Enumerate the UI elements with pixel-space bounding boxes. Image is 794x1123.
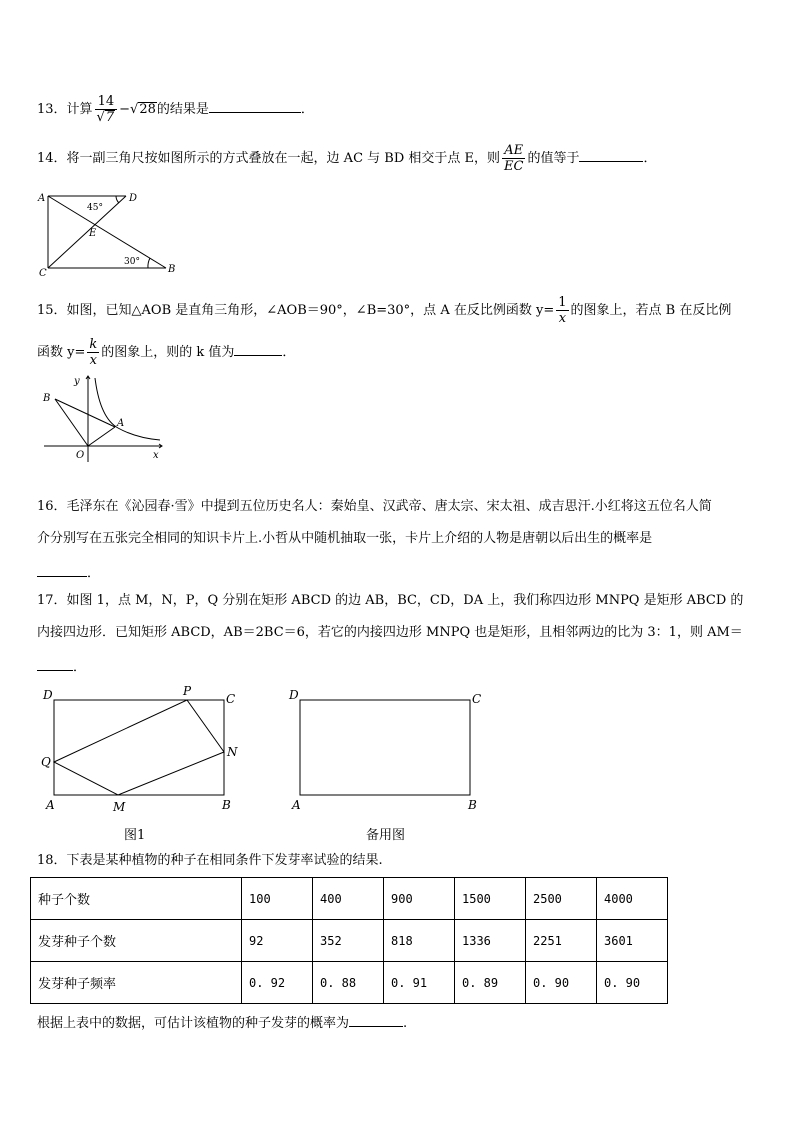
- q14-label-b: B: [168, 264, 176, 275]
- q13-answer-blank[interactable]: [209, 98, 301, 113]
- q13-fraction: $\frac{14}{√7}$: [95, 94, 118, 125]
- q14-answer-blank[interactable]: [579, 147, 643, 162]
- table-cell: 100: [242, 878, 313, 920]
- q15-line2-prefix: 函数 y=: [37, 345, 86, 360]
- q14-angle-30: 30°: [124, 257, 140, 267]
- q17-fig1-label-b: B: [222, 798, 231, 812]
- q17-fig1-label-d: D: [43, 688, 53, 702]
- q17-fig1-label-m: M: [113, 800, 126, 814]
- q17-fig2-label-b: B: [468, 798, 477, 812]
- q13-minus: −: [119, 102, 131, 117]
- q15-hyperbola-curve: [95, 378, 160, 440]
- q13-prefix: 13．计算: [37, 102, 93, 117]
- table-cell: 0. 88: [313, 962, 384, 1004]
- table-cell: 0. 92: [242, 962, 313, 1004]
- q14-figure: [36, 190, 186, 280]
- q13-sqrt: 28: [139, 102, 156, 117]
- q14-label-d: D: [129, 193, 138, 204]
- table-cell: 0. 89: [455, 962, 526, 1004]
- q15-label-a: A: [117, 418, 125, 429]
- q17-figure-2: [284, 684, 494, 814]
- q18-answer-blank[interactable]: [349, 1012, 403, 1027]
- table-row: [31, 962, 668, 1004]
- q18-conclusion-text: 根据上表中的数据，可估计该植物的种子发芽的概率为: [37, 1016, 350, 1031]
- q15-label-x: x: [153, 450, 159, 461]
- q17-fig1-label-n: N: [227, 745, 238, 759]
- q13-end: ．: [300, 102, 314, 117]
- q15-fraction-2: [87, 337, 99, 368]
- q14-angle-45: 45°: [87, 203, 103, 213]
- question-16-line2: 介分别写在五张完全相同的知识卡片上.小哲从中随机抽取一张，卡片上介绍的人物是唐朝以后出生的概率是: [37, 531, 653, 546]
- table-cell: 1336: [455, 920, 526, 962]
- q17-fig1-label-p: P: [183, 684, 192, 698]
- question-16-line1: 16．毛泽东在《沁园春·雪》中提到五位历史名人：秦始皇、汉武帝、唐太宗、宋太祖、成吉思汗.小红将这五位名人简: [37, 499, 712, 514]
- q17-fig2-label-d: D: [289, 688, 299, 702]
- q18-end: .: [403, 1016, 408, 1031]
- q17-fig2-label-c: C: [472, 692, 482, 706]
- q18-data-table: [30, 877, 668, 1004]
- question-17-line3: [37, 656, 86, 677]
- q15-end: ．: [282, 345, 296, 360]
- q17-fig2-rectangle: [300, 700, 470, 795]
- q17-fig1-rectangle: [54, 700, 224, 795]
- q15-label-b: B: [43, 393, 51, 404]
- table-cell: 900: [384, 878, 455, 920]
- q15-answer-blank[interactable]: [234, 341, 282, 356]
- table-cell: 0. 91: [384, 962, 455, 1004]
- table-cell: 818: [384, 920, 455, 962]
- q15-line-oa: [88, 427, 115, 446]
- table-cell: 92: [242, 920, 313, 962]
- q14-line-ab: [48, 196, 166, 268]
- question-18-conclusion: [37, 1012, 407, 1033]
- question-16-line3: [37, 562, 100, 583]
- table-cell: 0. 90: [526, 962, 597, 1004]
- q17-fig2-caption: 备用图: [366, 828, 406, 843]
- q14-end: ．: [643, 151, 657, 166]
- question-14: [37, 143, 656, 174]
- q15-frac2-num: k: [89, 337, 98, 352]
- q15-line2-suffix: 的图象上，则的 k 值为: [101, 345, 235, 360]
- q14-angle-arc-top: [116, 196, 119, 203]
- q15-line-ba: [55, 399, 115, 427]
- table-cell: 4000: [597, 878, 668, 920]
- q14-fraction: [502, 143, 525, 174]
- q14-suffix: 的值等于: [527, 151, 580, 166]
- q14-angle-arc-bottom: [148, 258, 150, 268]
- table-row-header: 发芽种子个数: [31, 920, 242, 962]
- q14-prefix: 14．将一副三角尺按如图所示的方式叠放在一起，边 AC 与 BD 相交于点 E，则: [37, 151, 501, 166]
- question-15-line1: [37, 295, 731, 326]
- q14-label-a: A: [38, 193, 46, 204]
- q13-frac-den: 7: [105, 110, 115, 125]
- q15-line-ob: [55, 399, 88, 446]
- q15-frac1-num: 1: [558, 295, 567, 310]
- q16-answer-blank[interactable]: [37, 562, 87, 577]
- q14-frac-num: AE: [504, 143, 524, 158]
- table-cell: 1500: [455, 878, 526, 920]
- table-cell: 0. 90: [597, 962, 668, 1004]
- q17-fig2-label-a: A: [292, 798, 301, 812]
- q15-line1-prefix: 15．如图，已知△AOB 是直角三角形，∠AOB＝90°，∠B=30°，点 A 在反比例函数 y=: [37, 303, 555, 318]
- question-17-line1: 17．如图 1，点 M，N，P，Q 分别在矩形 ABCD 的边 AB，BC，CD，DA 上，我们称四边形 MNPQ 是矩形 ABCD 的: [37, 593, 744, 608]
- q16-end: ．: [87, 566, 101, 581]
- q17-figure-1: [38, 684, 248, 814]
- q17-fig1-label-q: Q: [41, 755, 51, 769]
- q15-label-o: O: [76, 450, 85, 461]
- q15-frac2-den: x: [87, 352, 99, 368]
- table-row: [31, 920, 668, 962]
- table-cell: 2251: [526, 920, 597, 962]
- q17-fig1-quadrilateral-mnpq: [54, 700, 224, 795]
- q17-fig1-label-c: C: [226, 692, 236, 706]
- table-row-header: 发芽种子频率: [31, 962, 242, 1004]
- table-cell: 3601: [597, 920, 668, 962]
- table-row: [31, 878, 668, 920]
- q17-answer-blank[interactable]: [37, 656, 73, 671]
- table-cell: 352: [313, 920, 384, 962]
- question-18-intro: 18．下表是某种植物的种子在相同条件下发芽率试验的结果.: [37, 853, 383, 868]
- q14-label-c: C: [39, 268, 47, 279]
- q13-frac-num: 14: [97, 94, 115, 109]
- table-row-header: 种子个数: [31, 878, 242, 920]
- q15-frac1-den: x: [556, 310, 568, 326]
- q17-fig1-label-a: A: [46, 798, 55, 812]
- q14-label-e: E: [89, 228, 97, 239]
- q15-fraction-1: [556, 295, 568, 326]
- q14-frac-den: EC: [504, 159, 524, 174]
- table-cell: 400: [313, 878, 384, 920]
- question-13: 13．计算 $\frac{14}{√7}$ −√28的结果是 ．: [37, 94, 314, 125]
- q13-suffix: 的结果是: [156, 102, 209, 117]
- q17-end: ．: [73, 660, 87, 675]
- q15-x-arrow: [158, 444, 162, 448]
- question-17-line2: 内接四边形．已知矩形 ABCD，AB＝2BC＝6，若它的内接四边形 MNPQ 也是矩形，且相邻两边的比为 3：1，则 AM＝: [37, 625, 743, 640]
- q15-figure: [38, 370, 168, 465]
- q15-line1-suffix: 的图象上，若点 B 在反比例: [570, 303, 732, 318]
- q17-fig1-caption: 图1: [124, 828, 146, 843]
- q15-label-y: y: [74, 376, 80, 387]
- table-cell: 2500: [526, 878, 597, 920]
- question-15-line2: [37, 337, 295, 368]
